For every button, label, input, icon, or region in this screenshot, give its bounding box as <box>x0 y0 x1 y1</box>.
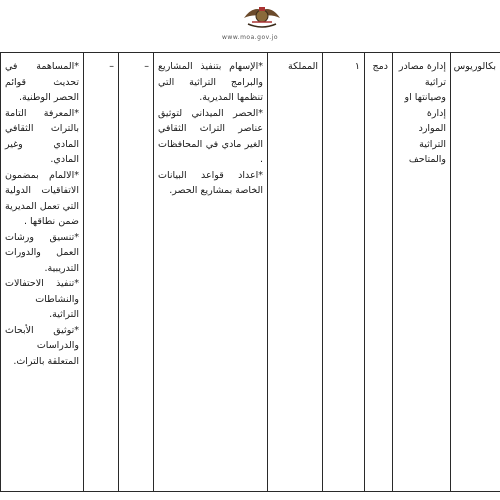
page-header <box>0 0 500 52</box>
jordan-coat-of-arms-icon <box>238 4 286 32</box>
requirement-item: *المساهمة في تحديث قوائم الحصر الوطنية. <box>5 61 79 103</box>
count-cell: ١ <box>323 53 365 492</box>
requirements-cell <box>1 53 84 492</box>
specialization-cell: إدارة مصادر تراثية وصيانتها او إدارة الموارد التراثية والمتاحف <box>393 53 451 492</box>
site-url: www.moa.gov.jo <box>222 34 278 41</box>
duty-item: *الحصر الميداني لتوثيق عناصر التراث الثقافي الغير مادي في المحافظات . <box>158 107 263 165</box>
dash-cell: – <box>119 53 154 492</box>
requirement-item: *تنسيق ورشات العمل والدورات التدريبية. <box>5 231 79 274</box>
requirement-item: *تنفيذ الاحتفالات والنشاطات التراثية. <box>5 278 79 320</box>
requirement-item: *توثيق الأبحاث والدراسات المتعلقة بالتراث. <box>5 324 79 367</box>
duties-cell <box>154 53 268 492</box>
duty-item: *اعداد قواعد البيانات الخاصة بمشاريع الحصر. <box>158 169 263 196</box>
duty-item: *الإسهام بتنفيذ المشاريع والبرامج التراثية التي تنظمها المديرية. <box>158 61 263 103</box>
dash-cell: – <box>84 53 119 492</box>
table-row <box>1 53 500 492</box>
location-cell: المملكة <box>268 53 323 492</box>
degree-cell: بكالوريوس <box>451 53 500 492</box>
type-cell: دمج <box>365 53 393 492</box>
requirement-item: *الالمام بمضمون الاتفاقيات الدولية التي تعمل المديرية ضمن نطاقها . <box>5 169 79 227</box>
requirement-item: *المعرفة التامة بالتراث الثقافي المادي وغير المادي. <box>5 107 79 165</box>
jobs-table <box>0 52 500 492</box>
